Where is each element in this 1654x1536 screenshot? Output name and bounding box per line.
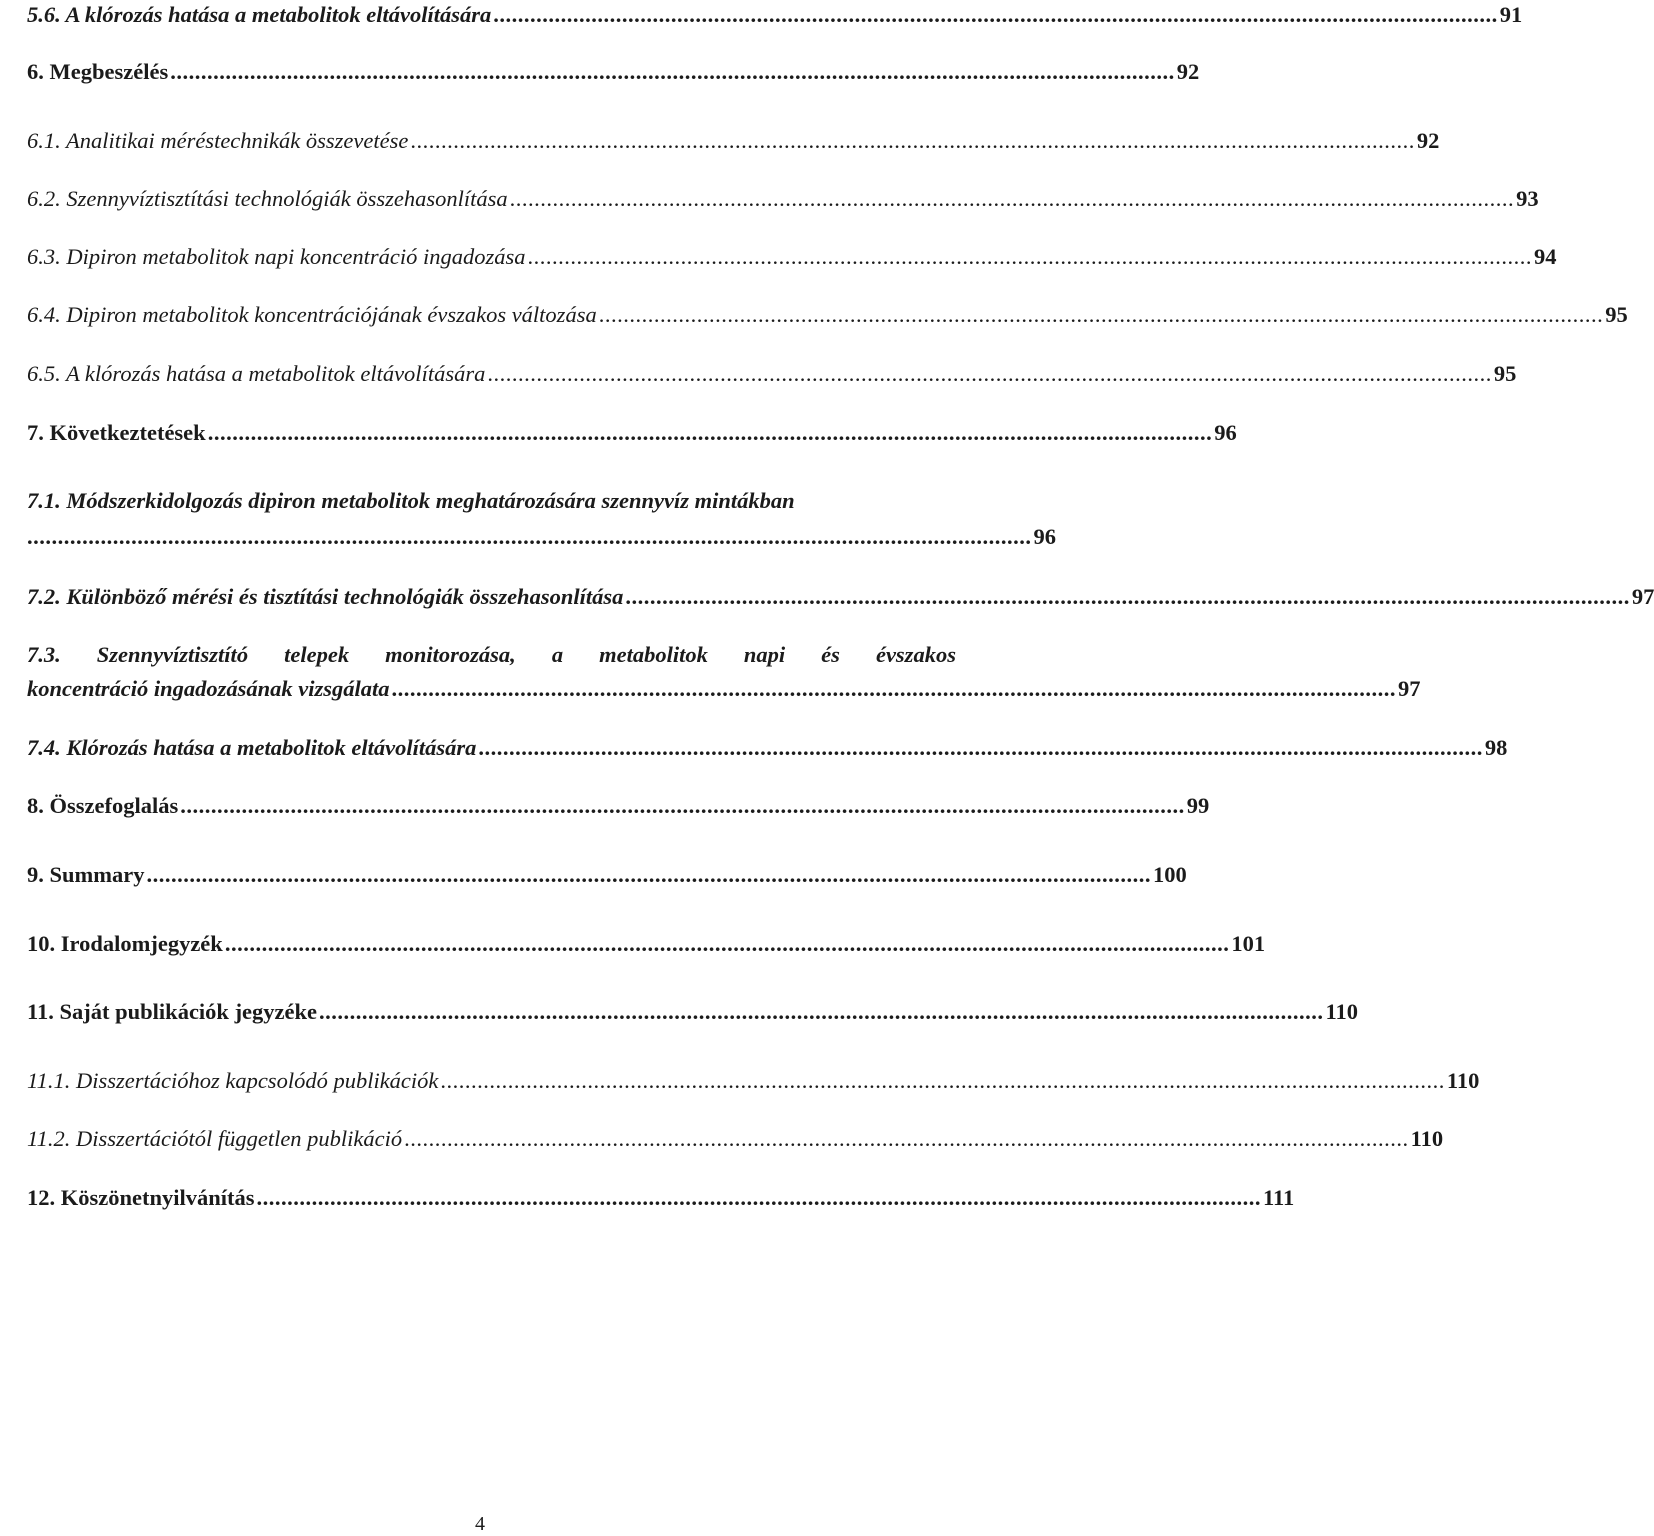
toc-entry-page: 110 — [1446, 1068, 1480, 1093]
toc-entry-11-1[interactable] — [27, 1066, 1480, 1096]
toc-word: metabolitok — [599, 642, 708, 667]
toc-entry-7-1[interactable] — [27, 486, 1056, 552]
toc-entry-7[interactable] — [27, 418, 1237, 448]
toc-word: a — [551, 642, 564, 667]
toc-entry-title: 7.4. Klórozás hatása a metabolitok eltávolítására — [27, 735, 477, 760]
toc-entry-page: 111 — [1263, 1185, 1295, 1210]
toc-word: 7.3. — [27, 642, 61, 667]
toc-entry-11[interactable] — [27, 997, 1359, 1027]
page-number: 4 — [475, 1513, 485, 1535]
toc-entry-title: 6.2. Szennyvíztisztítási technológiák összehasonlítása — [27, 186, 508, 211]
toc-entry-7-4[interactable] — [27, 733, 1508, 763]
toc-entry-title: 11.1. Disszertációhoz kapcsolódó publikációk — [27, 1068, 439, 1093]
toc-entry-page: 94 — [1534, 244, 1557, 269]
toc-word: Szennyvíztisztító — [96, 642, 249, 667]
toc-entry-title: 6.5. A klórozás hatása a metabolitok eltávolítására — [27, 361, 486, 386]
toc-entry-title: 7. Következtetések — [27, 420, 206, 445]
toc-leader-dots: .................................................................................................................................................................... — [256, 1185, 1262, 1210]
toc-entry-title: 12. Köszönetnyilvánítás — [27, 1185, 255, 1210]
toc-entry-6-3[interactable] — [27, 242, 1557, 272]
toc-leader-dots: .................................................................................................................................................................... — [509, 186, 1515, 211]
toc-entry-11-2[interactable] — [27, 1124, 1444, 1154]
toc-entry-title: 11.2. Disszertációtól független publikáció — [27, 1126, 403, 1151]
toc-leader-dots: .................................................................................................................................................................... — [493, 2, 1498, 27]
toc-entry-title: 6.4. Dipiron metabolitok koncentrációjának évszakos változása — [27, 302, 597, 327]
toc-leader-dots: .................................................................................................................................................................... — [207, 420, 1213, 445]
toc-entry-page: 96 — [1033, 524, 1056, 549]
toc-leader-dots: .................................................................................................................................................................... — [27, 524, 1032, 549]
toc-entry-title: 10. Irodalomjegyzék — [27, 931, 223, 956]
toc-leader-dots: .................................................................................................................................................................... — [319, 999, 1324, 1024]
toc-entry-10[interactable] — [27, 929, 1266, 959]
toc-entry-page: 97 — [1631, 584, 1654, 609]
toc-entry-9[interactable] — [27, 860, 1187, 890]
toc-entry-page: 95 — [1493, 361, 1517, 386]
toc-entry-title: 8. Összefoglalás — [27, 793, 179, 818]
toc-entry-7-3[interactable] — [27, 640, 1421, 704]
toc-leader-dots: .................................................................................................................................................................... — [487, 361, 1492, 386]
toc-entry-6-4[interactable] — [27, 300, 1628, 330]
toc-entry-page: 96 — [1214, 420, 1237, 445]
toc-entry-title: 11. Saját publikációk jegyzéke — [27, 999, 318, 1024]
toc-entry-title-line2: koncentráció ingadozásának vizsgálata — [27, 676, 390, 701]
toc-entry-page: 110 — [1325, 999, 1359, 1024]
toc-entry-8[interactable] — [27, 791, 1210, 821]
toc-entry-page: 91 — [1499, 2, 1523, 27]
toc-word: évszakos — [875, 642, 956, 667]
toc-leader-dots: .................................................................................................................................................................... — [440, 1068, 1445, 1093]
toc-word: monitorozása, — [385, 642, 516, 667]
toc-leader-dots: .................................................................................................................................................................... — [625, 584, 1630, 609]
toc-entry-title-line1 — [27, 640, 956, 670]
toc-entry-6[interactable] — [27, 57, 1200, 87]
toc-entry-5-6[interactable] — [27, 0, 1523, 30]
toc-entry-title: 6.3. Dipiron metabolitok napi koncentráció ingadozása — [27, 244, 526, 269]
toc-entry-title: 5.6. A klórozás hatása a metabolitok eltávolítására — [27, 2, 492, 27]
toc-entry-page: 100 — [1153, 862, 1187, 887]
toc-entry-6-1[interactable] — [27, 126, 1440, 156]
toc-word: napi — [743, 642, 786, 667]
toc-entry-6-5[interactable] — [27, 359, 1517, 389]
toc-leader-dots: .................................................................................................................................................................... — [224, 931, 1230, 956]
toc-leader-dots: .................................................................................................................................................................... — [170, 59, 1175, 84]
toc-word: telepek — [284, 642, 350, 667]
toc-entry-page: 101 — [1231, 931, 1266, 956]
toc-entry-page: 93 — [1516, 186, 1539, 211]
toc-entry-page: 110 — [1410, 1126, 1444, 1151]
toc-entry-page: 98 — [1484, 735, 1508, 760]
toc-leader-dots: .................................................................................................................................................................... — [146, 862, 1151, 887]
toc-entry-title: 7.1. Módszerkidolgozás dipiron metabolitok meghatározására szennyvíz mintákban — [27, 488, 795, 513]
toc-entry-6-2[interactable] — [27, 184, 1539, 214]
toc-leader-dots: .................................................................................................................................................................... — [404, 1126, 1409, 1151]
toc-entry-page: 99 — [1186, 793, 1210, 818]
toc-leader-dots: .................................................................................................................................................................... — [410, 128, 1415, 153]
toc-leader-dots: .................................................................................................................................................................... — [391, 676, 1397, 701]
toc-entry-12[interactable] — [27, 1183, 1295, 1213]
toc-entry-title: 6. Megbeszélés — [27, 59, 169, 84]
toc-leader-dots: .................................................................................................................................................................... — [598, 302, 1604, 327]
toc-leader-dots: .................................................................................................................................................................... — [478, 735, 1483, 760]
toc-entry-title: 9. Summary — [27, 862, 145, 887]
toc-entry-page: 97 — [1398, 676, 1421, 701]
toc-entry-page: 92 — [1416, 128, 1440, 153]
toc-entry-page: 95 — [1605, 302, 1628, 327]
toc-entry-title: 7.2. Különböző mérési és tisztítási technológiák összehasonlítása — [27, 584, 624, 609]
toc-word: és — [821, 642, 840, 667]
toc-leader-dots: .................................................................................................................................................................... — [180, 793, 1185, 818]
toc-leader-dots: .................................................................................................................................................................... — [527, 244, 1532, 269]
toc-entry-title: 6.1. Analitikai méréstechnikák összevetése — [27, 128, 409, 153]
toc-entry-page: 92 — [1176, 59, 1200, 84]
toc-entry-7-2[interactable] — [27, 582, 1654, 612]
